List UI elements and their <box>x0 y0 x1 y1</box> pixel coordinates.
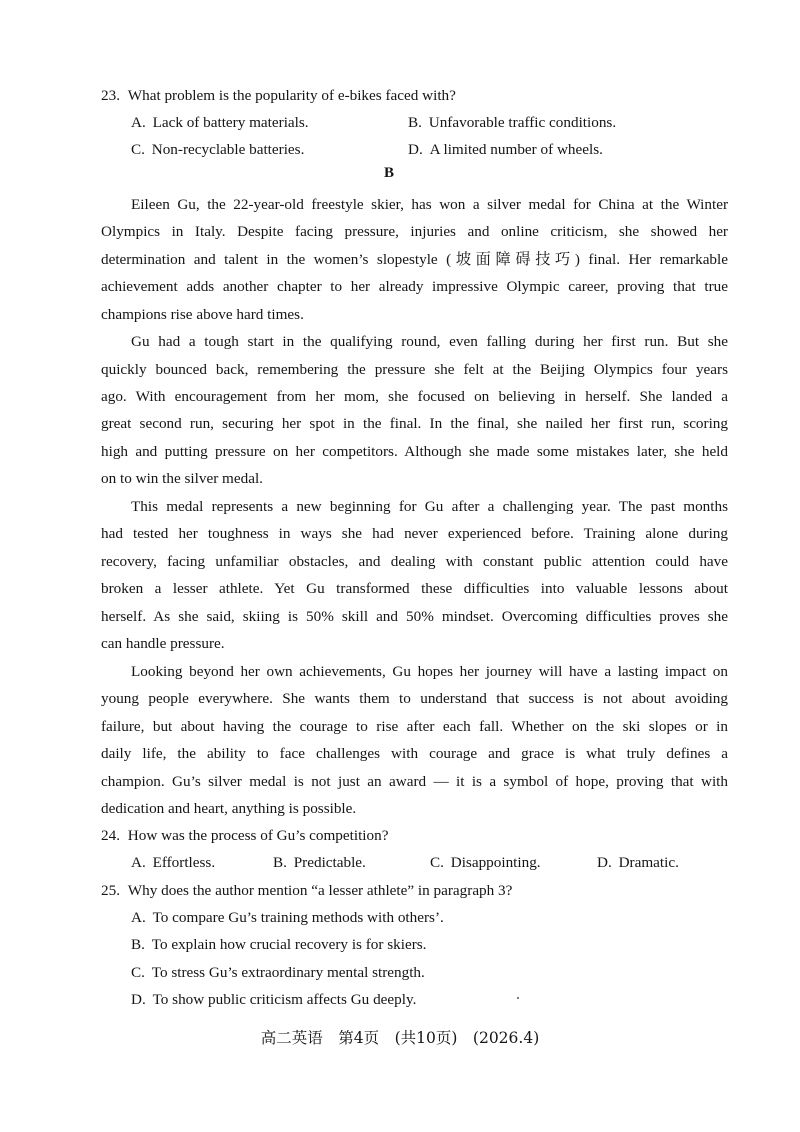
passage-line: determination and talent in the women’s slopestyle (坡面障碍技巧) final. Her remarkable <box>101 251 728 268</box>
option-c <box>131 140 304 160</box>
passage-line: achievement adds another chapter to her already impressive Olympic career, proving that true <box>101 278 728 295</box>
option-letter: B. <box>131 936 145 953</box>
passage-line: can handle pressure. <box>101 635 225 652</box>
option-c <box>430 853 541 873</box>
option-b <box>273 853 366 873</box>
passage-line: ago. With encouragement from her mom, she focused on believing in herself. She landed a <box>101 388 728 405</box>
option-b <box>131 935 426 955</box>
option-text: Dramatic. <box>618 854 679 871</box>
option-a <box>131 853 215 873</box>
section-title: B <box>384 165 395 181</box>
option-letter: A. <box>131 909 146 926</box>
passage-line: great second run, securing her spot in the final. In the final, she nailed her first run, scoring <box>101 415 728 432</box>
option-text: Effortless. <box>152 854 216 871</box>
option-c <box>131 963 425 983</box>
option-a <box>131 908 444 928</box>
option-letter: D. <box>597 854 612 871</box>
passage-line: had tested her toughness in ways she had never experienced before. Training alone during <box>101 525 728 542</box>
passage-line: champions rise above hard times. <box>101 306 304 323</box>
option-d <box>408 140 603 160</box>
question-number: 25. <box>101 882 120 899</box>
option-text: Unfavorable traffic conditions. <box>428 114 617 131</box>
option-text: To stress Gu’s extraordinary mental strength. <box>151 964 425 981</box>
passage-line: daily life, the ability to face challenges with courage and grace is what truly defines a <box>101 745 728 762</box>
passage-line: young people everywhere. She wants them to understand that success is not about avoiding <box>101 690 728 707</box>
passage-line: Eileen Gu, the 22-year-old freestyle skier, has won a silver medal for China at the Winter <box>131 196 728 213</box>
option-a <box>131 113 309 133</box>
passage-line: high and putting pressure on her competitors. Although she made some mistakes later, she held <box>101 443 728 460</box>
passage-line: Gu had a tough start in the qualifying round, even falling during her first run. But she <box>131 333 728 350</box>
passage-line: Olympics in Italy. Despite facing pressure, injuries and online criticism, she showed her <box>101 223 728 240</box>
option-letter: C. <box>131 964 145 981</box>
scan-speck <box>517 997 519 999</box>
passage-line: dedication and heart, anything is possible. <box>101 800 357 817</box>
passage-line: This medal represents a new beginning for Gu after a challenging year. The past months <box>131 498 728 515</box>
question-25 <box>101 881 512 901</box>
option-text: Non-recyclable batteries. <box>151 141 305 158</box>
question-number: 24. <box>101 827 120 844</box>
option-letter: D. <box>408 141 423 158</box>
option-text: Disappointing. <box>450 854 541 871</box>
option-text: Lack of battery materials. <box>152 114 309 131</box>
option-text: To explain how crucial recovery is for skiers. <box>151 936 427 953</box>
option-text: To compare Gu’s training methods with others’. <box>152 909 444 926</box>
option-letter: C. <box>430 854 444 871</box>
option-letter: D. <box>131 991 146 1008</box>
passage-line: failure, but about having the courage to rise after each fall. Whether on the ski slopes or in <box>101 718 728 735</box>
question-24 <box>101 826 388 846</box>
option-letter: A. <box>131 114 146 131</box>
option-letter: C. <box>131 141 145 158</box>
question-stem: Why does the author mention “a lesser athlete” in paragraph 3? <box>127 882 513 899</box>
option-d <box>131 990 416 1010</box>
option-b <box>408 113 616 133</box>
passage-line: broken a lesser athlete. Yet Gu transformed these difficulties into valuable lessons about <box>101 580 728 597</box>
question-stem: What problem is the popularity of e-bikes faced with? <box>127 87 456 104</box>
question-number: 23. <box>101 87 120 104</box>
option-text: To show public criticism affects Gu deeply. <box>152 991 417 1008</box>
passage-line: quickly bounced back, remembering the pressure she felt at the Beijing Olympics four years <box>101 361 728 378</box>
passage-line: on to win the silver medal. <box>101 470 263 487</box>
option-letter: A. <box>131 854 146 871</box>
question-stem: How was the process of Gu’s competition? <box>127 827 389 844</box>
option-letter: B. <box>273 854 287 871</box>
option-letter: B. <box>408 114 422 131</box>
passage-line: Looking beyond her own achievements, Gu hopes her journey will have a lasting impact on <box>131 663 728 680</box>
passage-line: recovery, facing unfamiliar obstacles, and dealing with constant public attention could have <box>101 553 728 570</box>
option-text: Predictable. <box>293 854 366 871</box>
option-d <box>597 853 679 873</box>
page-footer: 高二英语 第4页 (共10页) (2026.4) <box>260 1029 540 1047</box>
option-text: A limited number of wheels. <box>429 141 603 158</box>
question-23 <box>101 86 456 106</box>
passage-line: champion. Gu’s silver medal is not just an award — it is a symbol of hope, proving that with <box>101 773 728 790</box>
passage-line: herself. As she said, skiing is 50% skill and 50% mindset. Overcoming difficulties proves she <box>101 608 728 625</box>
